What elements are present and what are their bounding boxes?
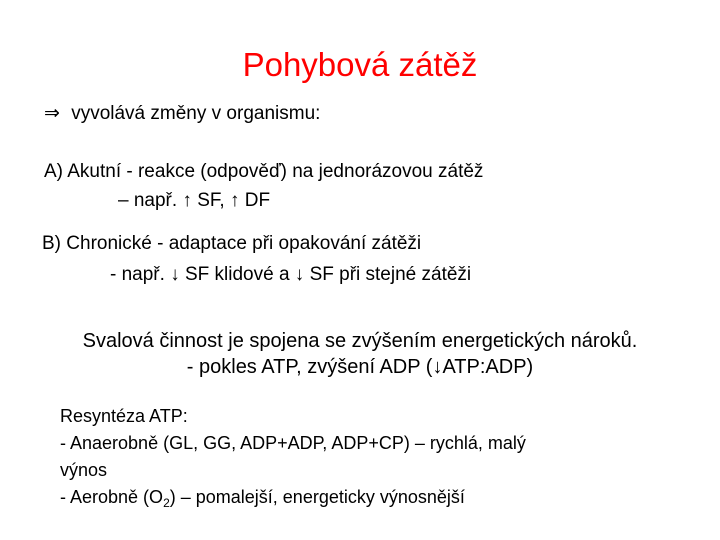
chronic-line-2: - např. ↓ SF klidové a ↓ SF při stejné zátěži [110,264,472,285]
acute-line-1: A) Akutní - reakce (odpověď) na jednorázovou zátěž [44,161,484,182]
muscle-line-1: Svalová činnost je spojena se zvýšením energetických nároků. [82,330,638,352]
muscle-line-2: - pokles ATP, zvýšení ADP (↓ATP:ADP) [186,356,534,378]
implies-arrow-icon: ⇒ [44,103,60,124]
acute-line-2: – např. ↑ SF, ↑ DF [118,190,271,211]
intro-text: vyvolává změny v organismu: [71,103,321,124]
anaerobic-line-2: výnos [60,460,108,480]
aerobic-suffix: ) – pomalejší, energeticky výnosnější [169,487,465,507]
slide-title: Pohybová zátěž [242,46,478,83]
oxygen-subscript: 2 [163,496,170,510]
anaerobic-line-1: - Anaerobně (GL, GG, ADP+ADP, ADP+CP) – rychlá, malý [60,433,526,453]
resynthesis-heading: Resyntéza ATP: [60,406,188,426]
aerobic-prefix: - Aerobně (O [60,487,164,507]
intro-line [44,102,320,126]
chronic-line-1: B) Chronické - adaptace při opakování zátěži [42,233,422,254]
aerobic-line [60,485,465,509]
